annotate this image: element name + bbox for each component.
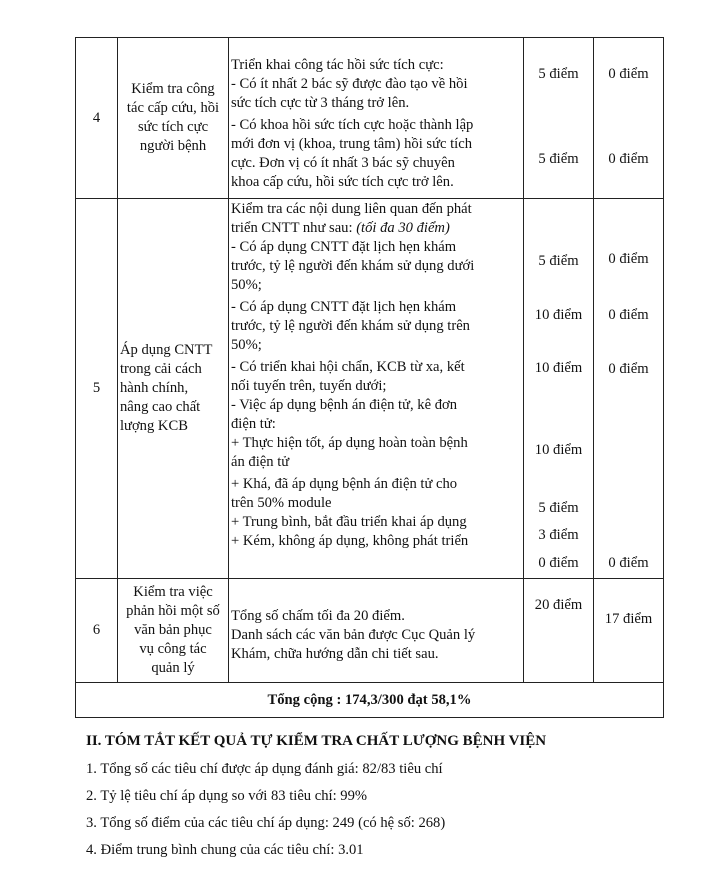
- total-text: Tổng cộng : 174,3/300 đạt 58,1%: [76, 683, 664, 718]
- content-line: trên 50% module: [231, 495, 332, 511]
- max-points: 10 điểm: [534, 360, 583, 376]
- self-points-cell: [594, 579, 664, 683]
- total-row: [76, 683, 664, 718]
- content-line: khoa cấp cứu, hồi sức tích cực trở lên.: [231, 174, 454, 190]
- max-points-cell: [524, 579, 594, 683]
- max-points: 5 điểm: [538, 253, 579, 269]
- content-line: + Thực hiện tốt, áp dụng hoàn toàn bệnh: [231, 435, 468, 451]
- content-line: - Có ít nhất 2 bác sỹ được đào tạo về hồi: [231, 76, 468, 92]
- score-table: [75, 37, 664, 718]
- content-line: Khám, chữa hướng dẫn chi tiết sau.: [231, 646, 439, 662]
- criterion-line: quản lý: [151, 660, 195, 676]
- max-points: 5 điểm: [538, 66, 579, 82]
- criterion-line: trong cải cách: [120, 361, 202, 377]
- content-line: 50%;: [231, 277, 262, 293]
- content-line: 50%;: [231, 337, 262, 353]
- content-cell: [229, 579, 524, 683]
- self-points-cell: [594, 38, 664, 199]
- summary-item: 2. Tỷ lệ tiêu chí áp dụng so với 83 tiêu chí: 99%: [86, 788, 368, 804]
- content-line: trước, tỷ lệ người đến khám sử dụng trên: [231, 318, 470, 334]
- max-points: 5 điểm: [538, 500, 579, 516]
- content-line: + Kém, không áp dụng, không phát triển: [231, 533, 469, 549]
- content-line: cực. Đơn vị có ít nhất 3 bác sỹ chuyên: [231, 155, 455, 171]
- content-line: án điện tử: [231, 454, 290, 470]
- row-number: 4: [76, 38, 118, 199]
- max-points: 5 điểm: [538, 151, 579, 167]
- max-points: 0 điểm: [538, 555, 579, 571]
- content-line: nối tuyến trên, tuyến dưới;: [231, 378, 387, 394]
- content-line: + Khá, đã áp dụng bệnh án điện tử cho: [231, 476, 458, 492]
- self-points-cell: [594, 199, 664, 579]
- content-line: - Có áp dụng CNTT đặt lịch hẹn khám: [231, 239, 457, 255]
- content-line: sức tích cực từ 3 tháng trở lên.: [231, 95, 410, 111]
- criterion-line: tác cấp cứu, hồi: [126, 100, 220, 116]
- content-line: Kiểm tra các nội dung liên quan đến phát: [231, 201, 472, 217]
- row-number: 6: [76, 579, 118, 683]
- table-row: [76, 199, 664, 579]
- content-line: mới đơn vị (khoa, trung tâm) hồi sức tích: [231, 136, 472, 152]
- content-line: - Việc áp dụng bệnh án điện tử, kê đơn: [231, 397, 458, 413]
- content-line: Danh sách các văn bản được Cục Quản lý: [231, 627, 476, 643]
- criterion-line: nâng cao chất: [120, 399, 201, 415]
- criterion-line: phản hồi một số: [126, 603, 220, 619]
- max-points-cell: [524, 38, 594, 199]
- max-points: 10 điểm: [534, 307, 583, 323]
- criterion-cell: [118, 199, 229, 579]
- content-text: triển CNTT như sau:: [231, 220, 357, 236]
- content-note: (tối đa 30 điểm): [356, 220, 450, 236]
- row-number: 5: [76, 199, 118, 579]
- max-points: 20 điểm: [534, 597, 583, 613]
- self-points: 0 điểm: [608, 555, 649, 571]
- self-points: 0 điểm: [608, 66, 649, 82]
- criterion-line: Kiểm tra công: [131, 81, 215, 97]
- self-points: 0 điểm: [608, 151, 649, 167]
- section-title: II. TÓM TẮT KẾT QUẢ TỰ KIỂM TRA CHẤT LƯỢNG BỆNH VIỆN: [86, 733, 547, 749]
- criterion-line: văn bản phục: [134, 622, 212, 638]
- content-line: + Trung bình, bắt đầu triển khai áp dụng: [231, 514, 467, 530]
- criterion-line: hành chính,: [120, 380, 189, 396]
- criterion-line: người bệnh: [139, 138, 207, 154]
- criterion-line: Áp dụng CNTT: [120, 342, 213, 358]
- max-points-cell: [524, 199, 594, 579]
- criterion-line: vụ công tác: [139, 641, 207, 657]
- summary-item: 4. Điểm trung bình chung của các tiêu chí: 3.01: [86, 842, 364, 858]
- self-points: 0 điểm: [608, 251, 649, 267]
- criterion-cell: [118, 38, 229, 199]
- summary-item: 3. Tổng số điểm của các tiêu chí áp dụng: 249 (có hệ số: 268): [86, 815, 446, 831]
- content-cell: [229, 38, 524, 199]
- max-points: 10 điểm: [534, 442, 583, 458]
- content-line: trước, tỷ lệ người đến khám sử dụng dưới: [231, 258, 475, 274]
- content-line: - Có triển khai hội chẩn, KCB từ xa, kết: [231, 359, 465, 375]
- content-cell: [229, 199, 524, 579]
- content-line: [231, 219, 521, 238]
- summary-item: 1. Tổng số các tiêu chí được áp dụng đánh giá: 82/83 tiêu chí: [86, 761, 443, 777]
- criterion-line: Kiểm tra việc: [133, 584, 213, 600]
- table-row: [76, 579, 664, 683]
- content-line: - Có áp dụng CNTT đặt lịch hẹn khám: [231, 299, 457, 315]
- content-line: điện tử:: [231, 416, 276, 432]
- max-points: 3 điểm: [538, 527, 579, 543]
- criterion-line: lượng KCB: [120, 418, 188, 434]
- table-row: [76, 38, 664, 199]
- criterion-line: sức tích cực: [137, 119, 209, 135]
- content-line: Tổng số chấm tối đa 20 điểm.: [231, 608, 405, 624]
- self-points: 0 điểm: [608, 307, 649, 323]
- self-points: 17 điểm: [604, 611, 653, 627]
- self-points: 0 điểm: [608, 361, 649, 377]
- content-line: - Có khoa hồi sức tích cực hoặc thành lập: [231, 117, 474, 133]
- criterion-cell: [118, 579, 229, 683]
- content-line: Triển khai công tác hồi sức tích cực:: [231, 57, 444, 73]
